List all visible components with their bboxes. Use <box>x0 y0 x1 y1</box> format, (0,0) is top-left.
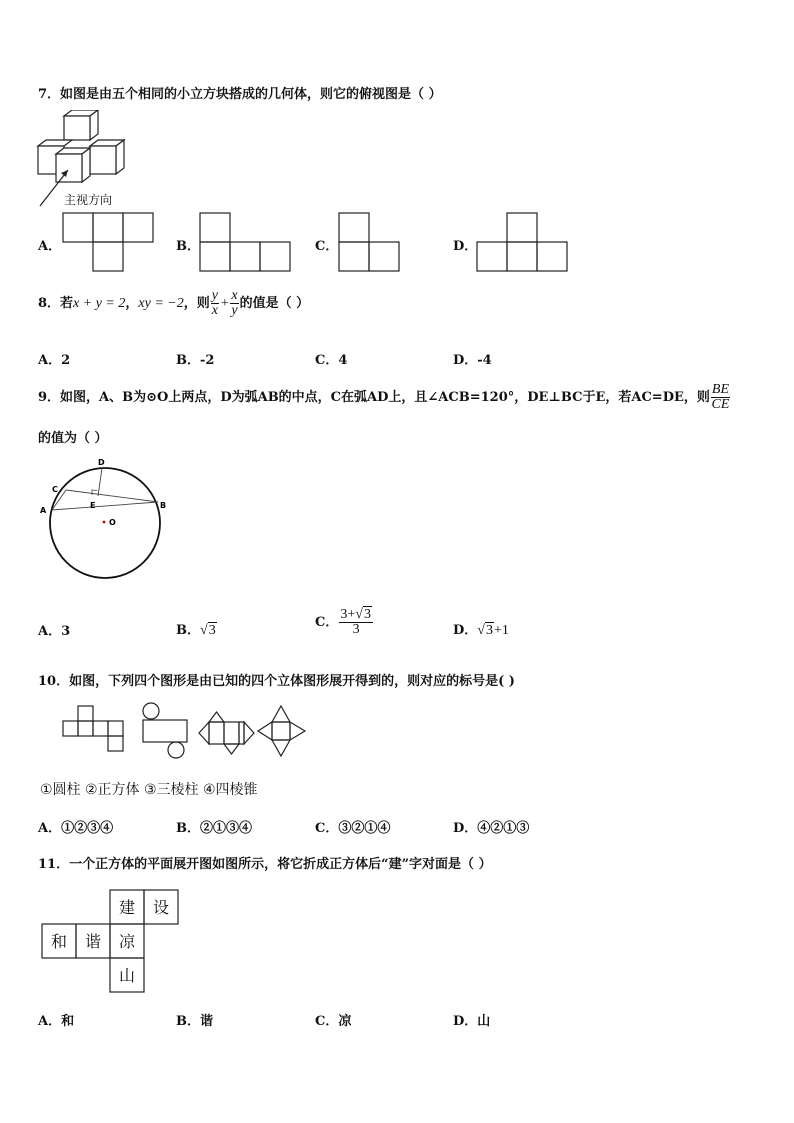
q9-label-b: B <box>160 501 167 510</box>
q8-option-b[interactable]: B．-2 <box>176 353 215 368</box>
q7-view-direction-caption: 主视方向 <box>64 193 113 207</box>
q10-option-c[interactable]: C．③②①④ <box>315 821 391 836</box>
q7-option-c-figure <box>338 212 400 274</box>
q8-option-d[interactable]: D．-4 <box>453 353 492 368</box>
q8-text: 8．若x + y = 2，xy = −2，则 $\frac{y}{x}$ + $\frac{x}{y}$ 的值是（ ） <box>38 288 310 318</box>
q11-cell-jian: 建 <box>118 898 136 917</box>
q8-condition-sum: x + y = 2 <box>73 296 126 311</box>
q11-cell-she: 设 <box>152 898 170 917</box>
q11-option-b[interactable]: B．谐 <box>176 1014 213 1029</box>
q11-option-d[interactable]: D．山 <box>453 1014 491 1029</box>
q8-fraction-y-over-x: $\frac{y}{x}$ <box>211 288 218 318</box>
q9-circle-figure <box>36 455 176 585</box>
q10-option-d[interactable]: D．④②①③ <box>453 821 530 836</box>
q10-shape-names: ①圆柱 ②正方体 ③三棱柱 ④四棱锥 <box>40 782 258 798</box>
q7-option-b-figure <box>199 212 291 274</box>
q8-option-c[interactable]: C．4 <box>315 353 348 368</box>
q11-cube-net-figure <box>40 888 180 998</box>
q9-label-a: A <box>40 506 47 515</box>
q9-label-d: D <box>98 458 105 467</box>
q9-option-d[interactable]: D．√3+1 <box>453 623 509 638</box>
q11-option-a[interactable]: A．和 <box>38 1014 75 1029</box>
q11-cell-xie: 谐 <box>84 932 102 951</box>
q8-condition-product: xy = −2 <box>138 296 184 311</box>
q10-text: 10．如图，下列四个图形是由已知的四个立体图形展开得到的，则对应的标号是( ) <box>38 674 515 689</box>
q9-text: 9．如图，A、B为⊙O上两点，D为弧AB的中点，C在弧AD上，且∠ACB=120°，DE⊥BC于E，若AC=DE，则 $\frac{BE}{CE}$ <box>38 382 730 412</box>
q7-option-b[interactable]: B． <box>176 239 200 254</box>
q8-fraction-x-over-y: $\frac{x}{y}$ <box>231 288 238 318</box>
q8-option-a[interactable]: A．2 <box>38 353 71 368</box>
q9-fraction-be-over-ce: $\frac{BE}{CE}$ <box>711 382 730 412</box>
q9-option-a[interactable]: A．3 <box>38 624 71 639</box>
q11-cell-he: 和 <box>50 932 68 951</box>
q7-option-a-figure <box>62 212 154 274</box>
q9-label-o: O <box>109 518 116 527</box>
q9-option-b[interactable]: B．√3 <box>176 623 216 638</box>
q9-label-c: C <box>52 485 58 494</box>
q7-option-d[interactable]: D． <box>453 239 478 254</box>
q9-text-continued: 的值为（ ） <box>38 431 108 446</box>
q10-option-a[interactable]: A．①②③④ <box>38 821 114 836</box>
q9-option-c[interactable]: C． $\frac{3+√3}{3}$ <box>315 607 371 637</box>
q7-option-a[interactable]: A． <box>38 239 62 254</box>
q11-cell-liang: 凉 <box>118 932 136 951</box>
q7-option-d-figure <box>476 212 568 274</box>
q11-cell-shan: 山 <box>118 966 136 985</box>
q7-text: 7．如图是由五个相同的小立方块搭成的几何体，则它的俯视图是（ ） <box>38 87 442 102</box>
q7-option-c[interactable]: C． <box>315 239 339 254</box>
q11-text: 11．一个正方体的平面展开图如图所示，将它折成正方体后“建”字对面是（ ） <box>38 857 492 872</box>
q10-nets-figure <box>60 700 310 760</box>
q9-label-e: E <box>90 501 96 510</box>
q11-option-c[interactable]: C．凉 <box>315 1014 352 1029</box>
q10-option-b[interactable]: B．②①③④ <box>176 821 252 836</box>
